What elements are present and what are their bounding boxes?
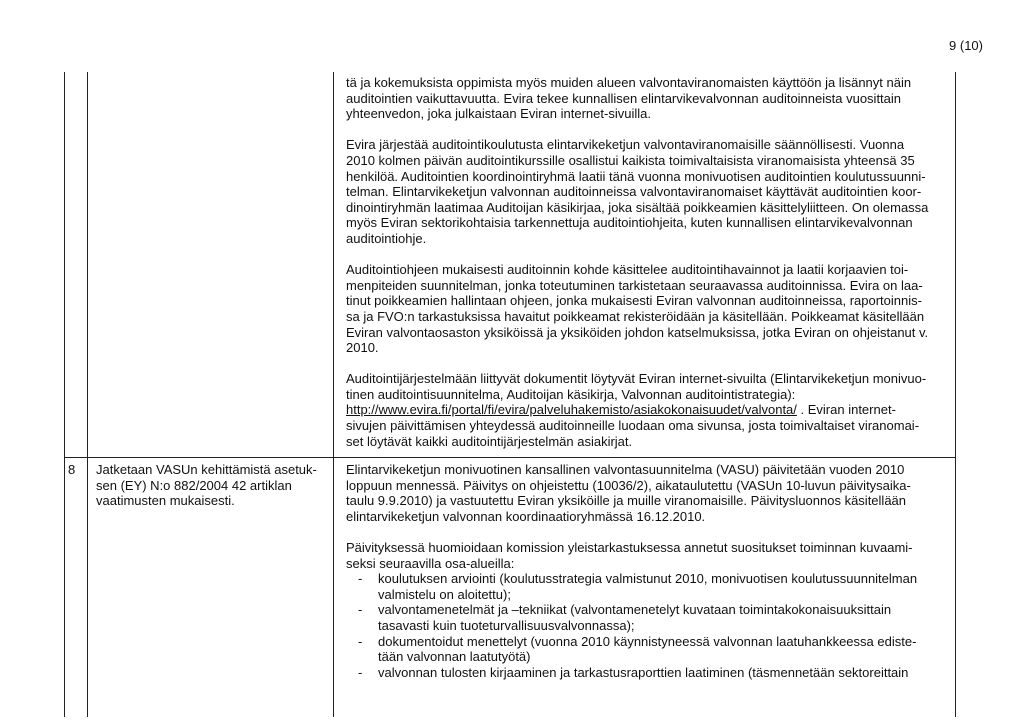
row-8-paragraph-2: Päivityksessä huomioidaan komission yleistarkastuksessa annetut suositukset toiminnan kuvaami- seksi seuraavilla osa-alueilla: <box>346 539 913 571</box>
evira-valvonta-link[interactable]: http://www.evira.fi/portal/fi/evira/palveluhakemisto/asiakokonaisuudet/valvonta/ <box>346 402 797 418</box>
row-8-content <box>346 462 951 680</box>
list-item: - valvontamenetelmät ja –tekniikat (valvontamenetelyt kuvataan toimintakokonaisuuksittain tasavasti kuin tuoteturvallisuusvalvonnassa); <box>346 602 951 633</box>
row-8-requirement-text: Jatketaan VASUn kehittämistä asetuk- sen (EY) N:o 882/2004 42 artiklan vaatimusten mukaisesti. <box>96 462 317 509</box>
list-item: - dokumentoidut menettelyt (vuonna 2010 käynnistyneessä valvonnan laatuhankkeessa ediste- tään valvonnan laatutyötä) <box>346 634 951 665</box>
row-7-paragraph-4 <box>346 371 951 449</box>
row-8-requirement <box>96 462 328 509</box>
row-8-bullet-list <box>346 571 951 680</box>
row-8-paragraph-1: Elintarvikeketjun monivuotinen kansallinen valvontasuunnitelma (VASU) päivitetään vuoden 2010 loppuun mennessä. Päivitys on ohjeistettu (10036/2), aikataulutettu (VASUn 10-luvun päivitysaika- taulu 9.9.2010) ja vastuutettu Eviran yksiköille ja muille viranomaisille. Päivitysluonnos käsitellään elintarvikeketjun valvonnan koordinaatioryhmässä 16.12.2010. <box>346 462 911 524</box>
list-item: - valvonnan tulosten kirjaaminen ja tarkastusraporttien laatiminen (täsmennetään sektoreittain <box>346 665 951 681</box>
row-7-paragraph-4-line-2: tinen auditointisuunnitelma, Auditoijan käsikirja, Valvonnan auditointistrategia): <box>346 386 796 402</box>
row-7-paragraph-3: Auditointiohjeen mukaisesti auditoinnin kohde käsittelee auditointihavainnot ja laatii korjaavien toi- menpiteiden suunnitelman, jonka toteutuminen tarkistetaan seuraavassa auditoinnissa. Evira on laa- tinut poikkeamien hallintaan ohjeen, jonka mukaisesti Eviran valvonnan auditoinneissa, raportoinnis- sa ja FVO:n tarkastuksissa havaitut poikkeamat rekisteröidään ja käsitellään. Poikkeamat käsitellään Eviran valvontaosaston yksiköissä ja yksiköiden johdon katselmuksissa, jotka Eviran on ohjeistanut v. 2010. <box>346 262 929 356</box>
page-number: 9 (10) <box>949 38 983 53</box>
table-border-right <box>955 72 956 717</box>
row-7-content <box>346 75 951 449</box>
row-7-paragraph-2: Evira järjestää auditointikoulutusta elintarvikeketjun valvontaviranomaisille säännöllisesti. Vuonna 2010 kolmen päivän auditointikurssille osallistui kaikista toimivaltaisista viranomaisista yhteensä 35 henkilöä. Auditointien koordinointiryhmä laatii tänä vuonna monivuotisen auditointien koulutussuunni- telman. Elintarvikeketjun valvonnan auditoinneissa valvontaviranomaiset käyttävät auditointien koor- dinointiryhmän laatimaa Auditoijan käsikirjaa, joka sisältää poikkeamien käsittelyliitteen. On olemassa myös Eviran sektorikohtaisia tarkennettuja auditointiohjeita, kuten kunnallisen elintarvikevalvonnan auditointiohje. <box>346 137 929 246</box>
list-item: - koulutuksen arviointi (koulutusstrategia valmistunut 2010, monivuotisen koulutussuunnitelman valmistelu on aloitettu); <box>346 571 951 602</box>
row-7-after-link: . Eviran internet- <box>796 402 896 418</box>
row-7-paragraph-4-tail: sivujen päivittämisen yhteydessä auditoinneille luodaan oma sivunsa, josta toimivaltaiset viranomai- set löytävät kaikki auditointijärjestelmän asiakirjat. <box>346 418 920 449</box>
document-table <box>64 72 956 717</box>
table-column-divider-1 <box>87 72 88 717</box>
table-border-left <box>64 72 65 717</box>
row-7-link-line <box>346 402 951 418</box>
row-8-number: 8 <box>68 462 76 477</box>
table-row-divider <box>64 457 956 458</box>
table-column-divider-2 <box>333 72 334 717</box>
row-7-paragraph-4-line-1: Auditointijärjestelmään liittyvät dokumentit löytyvät Eviran internet-sivuilta (Elintarvikeketjun monivuo- <box>346 371 927 387</box>
row-7-paragraph-1: tä ja kokemuksista oppimista myös muiden alueen valvontaviranomaisten käyttöön ja lisännyt näin auditointien vaikuttavuutta. Evira tekee kunnallisen elintarvikevalvonnan auditoinneista vuosittain yhteenvedon, joka julkaistaan Eviran internet-sivuilla. <box>346 75 912 122</box>
